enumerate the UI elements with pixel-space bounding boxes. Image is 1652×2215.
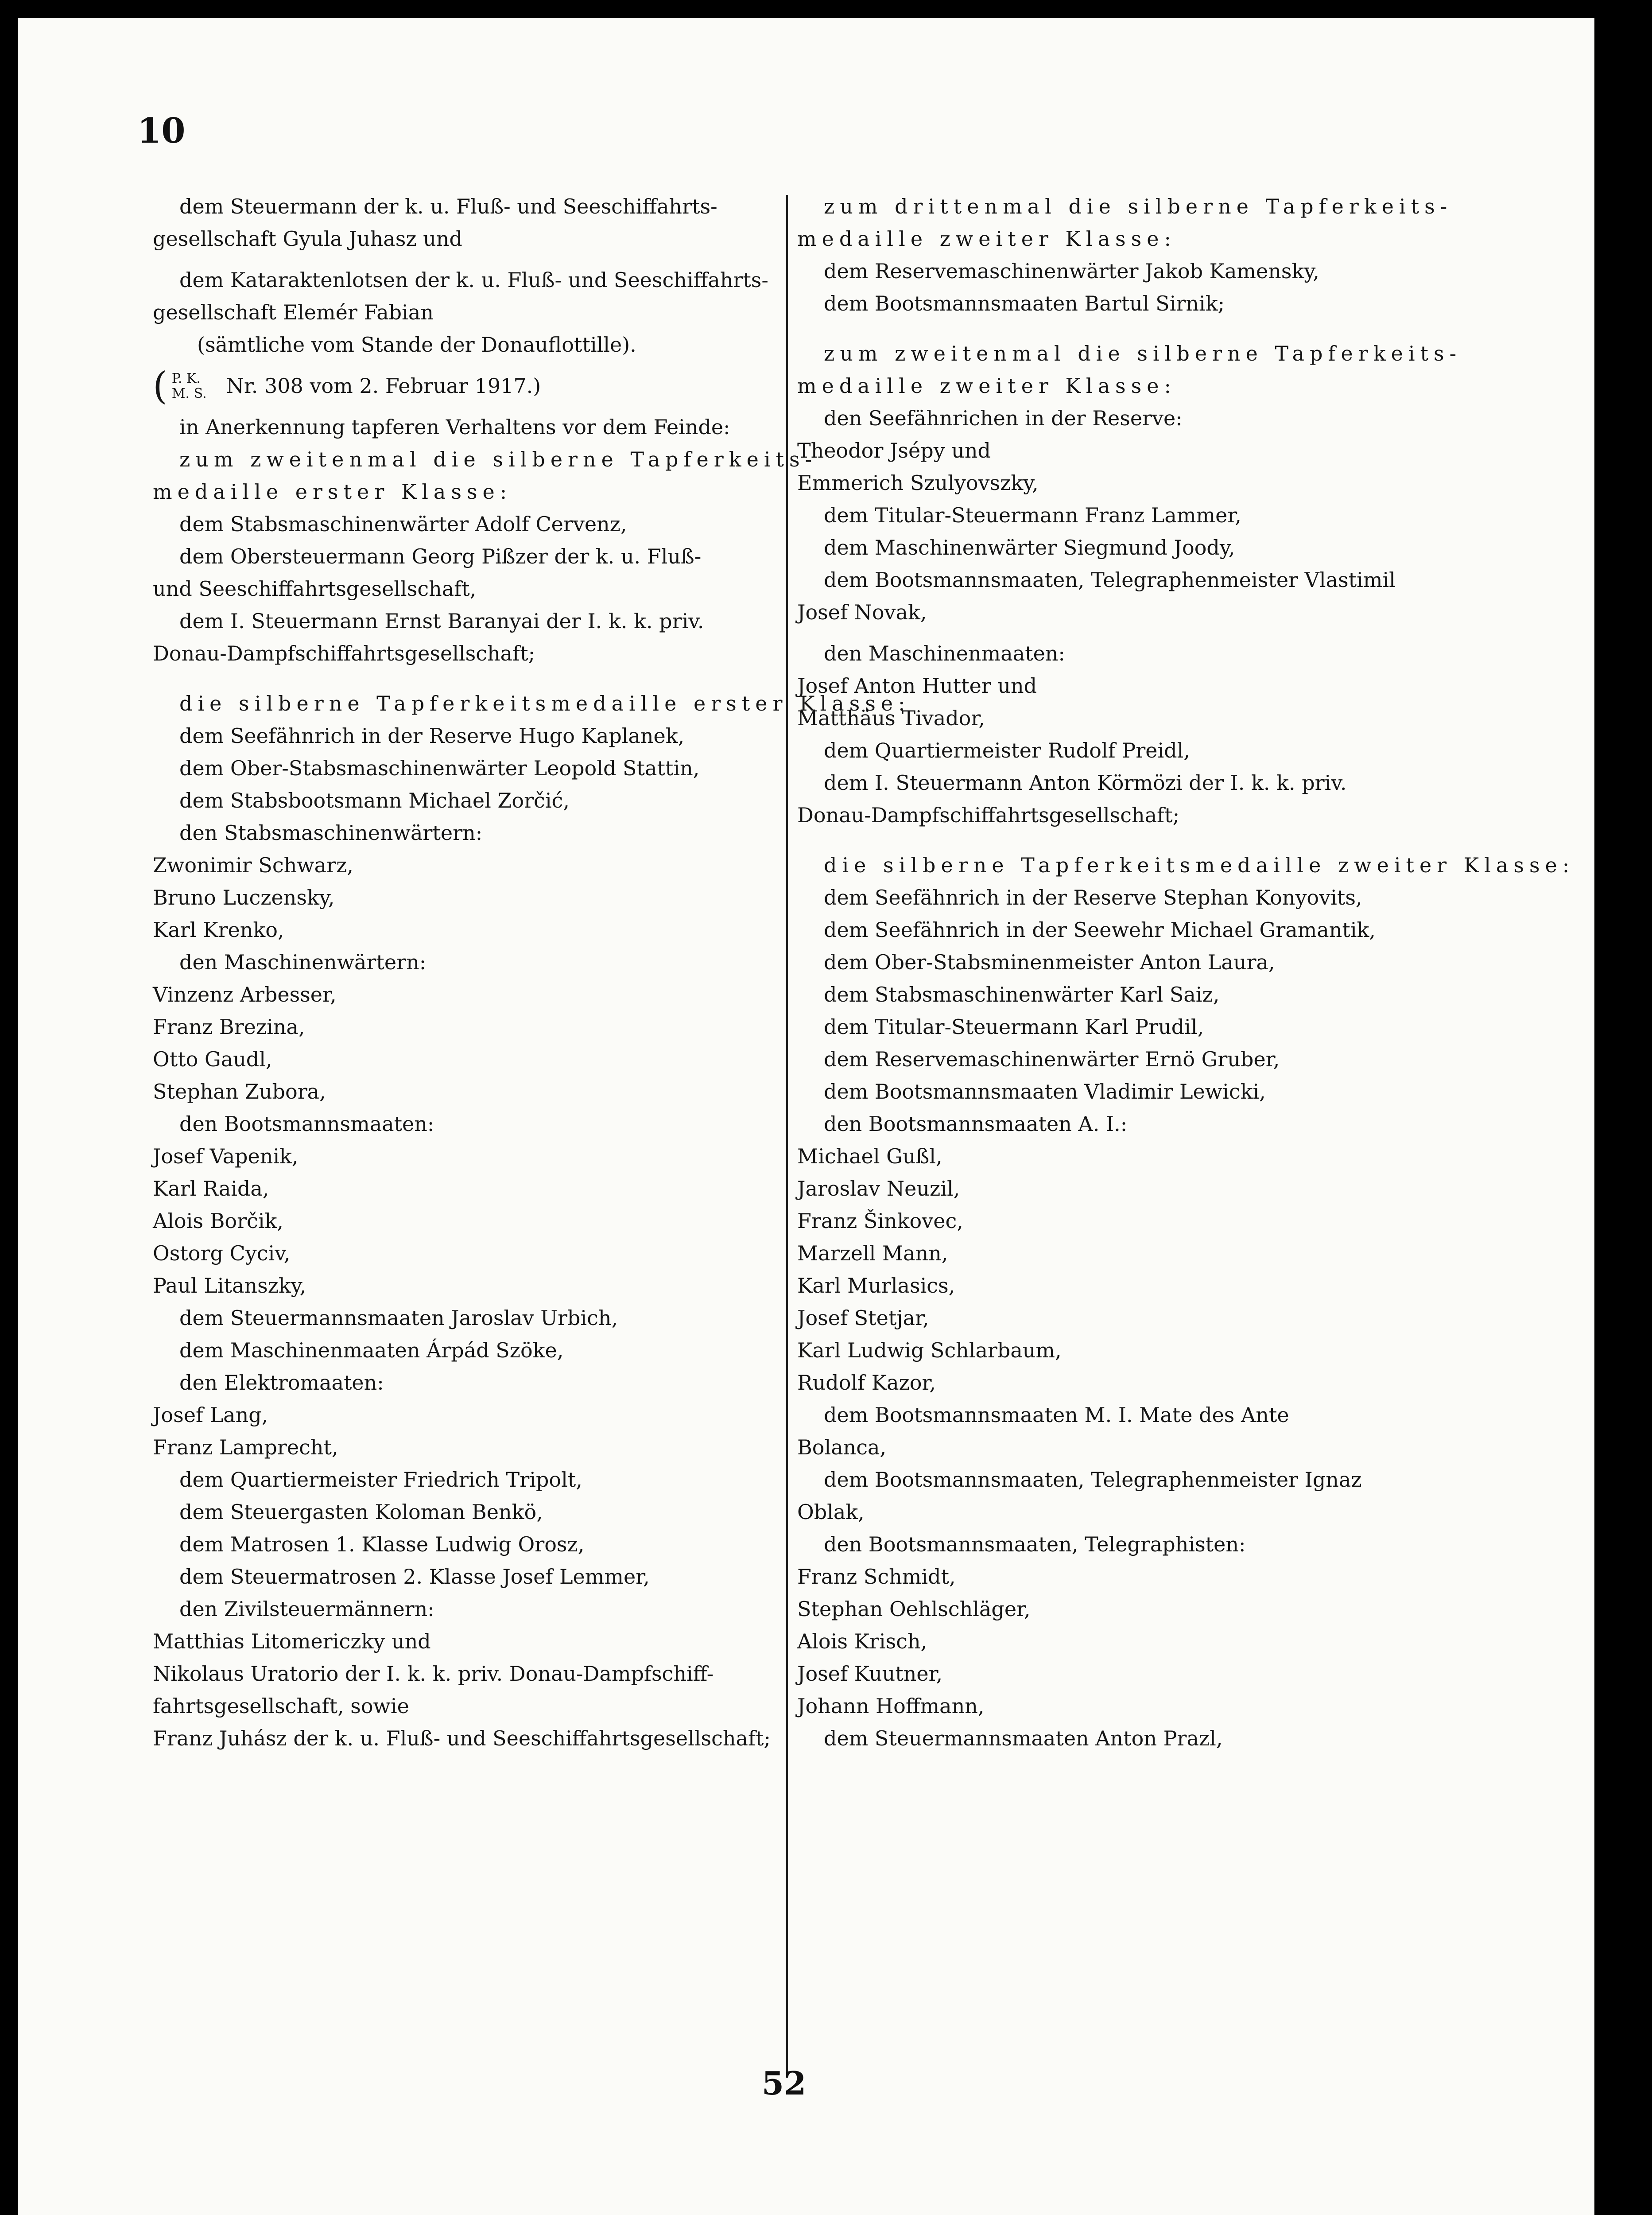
text-line: dem Seefähnrich in der Seewehr Michael Gramantik, (824, 918, 1376, 942)
name-entry: Otto Gaudl, (153, 1047, 272, 1071)
reference-line (153, 364, 771, 408)
name-entry: Franz Brezina, (153, 1015, 305, 1039)
text-line: den Stabsmaschinenwärtern: (179, 821, 483, 845)
footer-page-number: 52 (762, 2064, 807, 2102)
text-line: dem Steuermann der k. u. Fluß- und Seeschiffahrts- (179, 194, 717, 218)
text-line: den Maschinenwärtern: (179, 950, 427, 974)
text-line: dem Bootsmannsmaaten Vladimir Lewicki, (824, 1080, 1266, 1104)
name-entry: Emmerich Szulyovszky, (797, 471, 1039, 495)
name-entry: Josef Stetjar, (797, 1306, 929, 1330)
right-column (797, 190, 1575, 1755)
text-line: dem Bootsmannsmaaten M. I. Mate des Ante (824, 1403, 1289, 1427)
name-entry: Stephan Zubora, (153, 1080, 326, 1104)
text-line: dem Maschinenwärter Siegmund Joody, (824, 536, 1235, 560)
name-entry: Josef Vapenik, (153, 1144, 299, 1168)
text-line: Franz Juhász der k. u. Fluß- und Seeschiffahrtsgesellschaft; (153, 1726, 771, 1750)
name-entry: Zwonimir Schwarz, (153, 853, 353, 877)
name-entry: Franz Lamprecht, (153, 1435, 338, 1459)
text-line: dem Titular-Steuermann Franz Lammer, (824, 503, 1241, 527)
text-line: dem Maschinenmaaten Árpád Szöke, (179, 1338, 564, 1362)
name-entry: Josef Kuutner, (797, 1662, 943, 1686)
name-entry: Franz Schmidt, (797, 1565, 956, 1589)
name-entry: Karl Krenko, (153, 918, 284, 942)
name-entry: Matthias Litomericzky und (153, 1629, 431, 1653)
text-line: dem I. Steuermann Ernst Baranyai der I. k. k. priv. (179, 609, 704, 633)
name-entry: Jaroslav Neuzil, (797, 1177, 960, 1201)
section-heading: die silberne Tapferkeitsmedaille zweiter Klasse: (824, 853, 1575, 877)
reference-code-bottom: M. S. (171, 385, 207, 401)
text-line: Donau-Dampfschiffahrtsgesellschaft; (153, 641, 535, 665)
text-line: dem Steuermannsmaaten Jaroslav Urbich, (179, 1306, 618, 1330)
text-line: gesellschaft Elemér Fabian (153, 300, 434, 324)
text-line: dem Quartiermeister Rudolf Preidl, (824, 738, 1190, 762)
column-divider (786, 195, 788, 2078)
section-heading: die silberne Tapferkeitsmedaille erster Klasse: (179, 692, 911, 715)
name-entry: Karl Raida, (153, 1177, 269, 1201)
reference-code-top: P. K. (171, 370, 201, 386)
name-entry: Oblak, (797, 1500, 865, 1524)
text-line: dem Seefähnrich in der Reserve Stephan Konyovits, (824, 886, 1362, 909)
text-line: den Bootsmannsmaaten A. I.: (824, 1112, 1128, 1136)
text-line: dem Seefähnrich in der Reserve Hugo Kaplanek, (179, 724, 685, 748)
name-entry: Josef Novak, (797, 600, 927, 624)
text-line: den Bootsmannsmaaten, Telegraphisten: (824, 1532, 1246, 1556)
page-folio: 10 (137, 111, 186, 151)
name-entry: Paul Litanszky, (153, 1274, 306, 1298)
name-entry: Karl Ludwig Schlarbaum, (797, 1338, 1062, 1362)
name-entry: Marzell Mann, (797, 1241, 948, 1265)
text-line: den Elektromaaten: (179, 1371, 384, 1395)
text-line: dem Stabsbootsmann Michael Zorčić, (179, 789, 570, 812)
text-line: dem Matrosen 1. Klasse Ludwig Orosz, (179, 1532, 585, 1556)
text-line: dem Titular-Steuermann Karl Prudil, (824, 1015, 1204, 1039)
text-line: dem Steuermannsmaaten Anton Prazl, (824, 1726, 1223, 1750)
text-line: dem Bootsmannsmaaten, Telegraphenmeister Ignaz (824, 1468, 1362, 1492)
section-heading: zum zweitenmal die silberne Tapferkeits- (179, 447, 818, 471)
text-line: dem Bootsmannsmaaten, Telegraphenmeister Vlastimil (824, 568, 1396, 592)
text-line: dem Kataraktenlotsen der k. u. Fluß- und Seeschiffahrts- (179, 268, 768, 292)
name-entry: Ostorg Cyciv, (153, 1241, 291, 1265)
scan-border (1594, 0, 1652, 2215)
name-entry: Karl Murlasics, (797, 1274, 955, 1298)
text-line: den Zivilsteuermännern: (179, 1597, 434, 1621)
name-entry: Bolanca, (797, 1435, 887, 1459)
section-heading: zum zweitenmal die silberne Tapferkeits- (824, 342, 1462, 365)
text-line: dem Stabsmaschinenwärter Karl Saiz, (824, 983, 1220, 1006)
text-line: (sämtliche vom Stande der Donauflottille). (197, 333, 636, 357)
text-line: dem Bootsmannsmaaten Bartul Sirnik; (824, 291, 1225, 315)
section-heading: medaille zweiter Klasse: (797, 374, 1176, 398)
name-entry: Rudolf Kazor, (797, 1371, 936, 1395)
text-line: dem Ober-Stabsmaschinenwärter Leopold Stattin, (179, 756, 700, 780)
text-line: dem Steuergasten Koloman Benkö, (179, 1500, 543, 1524)
section-heading: medaille zweiter Klasse: (797, 227, 1176, 251)
name-entry: Matthäus Tivador, (797, 706, 985, 730)
text-line: dem Steuermatrosen 2. Klasse Josef Lemmer, (179, 1565, 650, 1589)
name-entry: Johann Hoffmann, (797, 1694, 985, 1718)
name-entry: Bruno Luczensky, (153, 886, 335, 909)
text-line: dem Quartiermeister Friedrich Tripolt, (179, 1468, 582, 1492)
name-entry: Stephan Oehlschläger, (797, 1597, 1031, 1621)
text-line: dem Ober-Stabsminenmeister Anton Laura, (824, 950, 1275, 974)
text-line: dem I. Steuermann Anton Körmözi der I. k. k. priv. (824, 771, 1347, 795)
name-entry: Theodor Jsépy und (797, 439, 991, 462)
text-line: Donau-Dampfschiffahrtsgesellschaft; (797, 803, 1180, 827)
text-line: den Seefähnrichen in der Reserve: (824, 406, 1183, 430)
text-line: dem Reservemaschinenwärter Jakob Kamensky, (824, 259, 1319, 283)
text-line: den Maschinenmaaten: (824, 641, 1065, 665)
name-entry: Franz Šinkovec, (797, 1209, 963, 1233)
section-heading: medaille erster Klasse: (153, 480, 512, 504)
reference-codes (172, 371, 207, 401)
text-line: und Seeschiffahrtsgesellschaft, (153, 577, 477, 601)
reference-text: Nr. 308 vom 2. Februar 1917.) (226, 374, 541, 398)
name-entry: Michael Gußl, (797, 1144, 942, 1168)
text-line: in Anerkennung tapferen Verhaltens vor dem Feinde: (179, 415, 730, 439)
text-line: dem Reservemaschinenwärter Ernö Gruber, (824, 1047, 1280, 1071)
text-line: gesellschaft Gyula Juhasz und (153, 227, 462, 251)
name-entry: Josef Lang, (153, 1403, 268, 1427)
name-entry: Alois Borčik, (153, 1209, 284, 1233)
name-entry: Vinzenz Arbesser, (153, 983, 337, 1006)
text-line: fahrtsgesellschaft, sowie (153, 1694, 409, 1718)
text-line: dem Stabsmaschinenwärter Adolf Cervenz, (179, 512, 627, 536)
name-entry: Josef Anton Hutter und (797, 674, 1037, 698)
section-heading: zum drittenmal die silberne Tapferkeits- (824, 194, 1453, 218)
text-line: dem Obersteuermann Georg Pißzer der k. u. Fluß- (179, 544, 702, 568)
reference-paren: ( (153, 364, 167, 408)
text-line: den Bootsmannsmaaten: (179, 1112, 434, 1136)
name-entry: Alois Krisch, (797, 1629, 927, 1653)
text-line: Nikolaus Uratorio der I. k. k. priv. Donau-Dampfschiff- (153, 1662, 714, 1686)
